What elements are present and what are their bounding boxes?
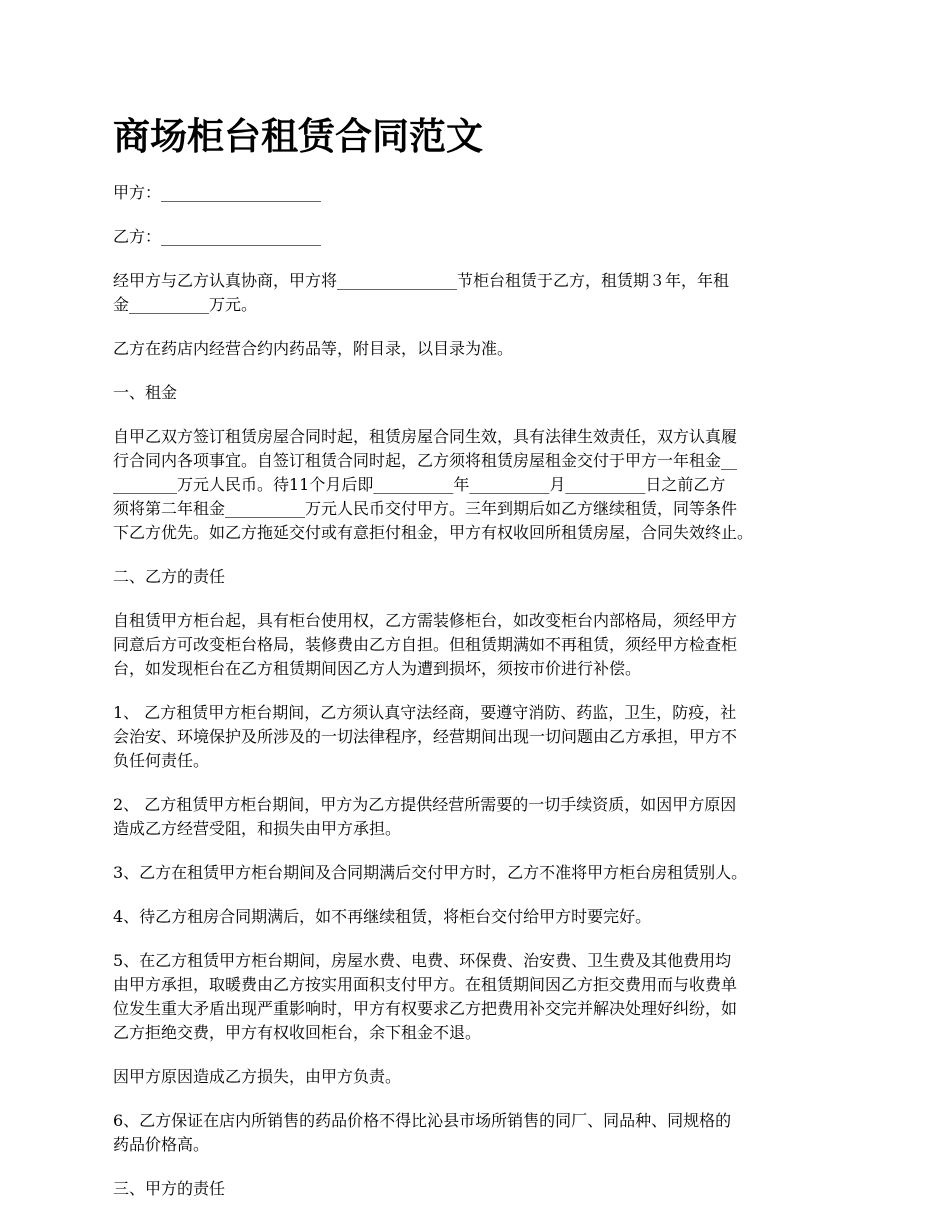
- paragraph-line: 乙方：____________________: [113, 227, 322, 246]
- paragraph: [113, 949, 853, 1045]
- paragraph: [113, 701, 853, 773]
- paragraph-line: 自甲乙双方签订租赁房屋合同时起，租赁房屋合同生效，具有法律生效责任，双方认真履: [113, 427, 738, 446]
- paragraph-line: 乙方拒绝交费，甲方有权收回柜台，余下租金不退。: [113, 1023, 482, 1042]
- paragraph-line: ________万元人民币。待11个月后即__________年__________月__________日之前乙方: [113, 475, 726, 494]
- paragraph-line: 4、待乙方租房合同期满后，如不再继续租赁，将柜台交付给甲方时要完好。: [113, 907, 652, 926]
- paragraph: [113, 337, 853, 361]
- paragraph: [113, 1177, 853, 1201]
- paragraph-line: 1、 乙方租赁甲方柜台期间，乙方须认真守法经商，要遵守消防、药监，卫生，防疫，社: [113, 703, 737, 722]
- paragraph-line: 三、甲方的责任: [113, 1179, 226, 1198]
- paragraph-line: 造成乙方经营受阻，和损失由甲方承担。: [113, 819, 402, 838]
- paragraph: [113, 905, 853, 929]
- paragraph-line: 5、在乙方租赁甲方柜台期间，房屋水费、电费、环保费、治安费、卫生费及其他费用均: [113, 951, 732, 970]
- paragraph-line: 须将第二年租金__________万元人民币交付甲方。三年到期后如乙方继续租赁，同等条件: [113, 499, 738, 518]
- paragraph-line: 下乙方优先。如乙方拖延交付或有意拒付租金，甲方有权收回所租赁房屋，合同失效终止。: [113, 523, 754, 542]
- paragraph: [113, 181, 853, 205]
- paragraph: [113, 425, 853, 545]
- paragraph: [113, 1109, 853, 1157]
- document-title: 商场柜台租赁合同范文: [113, 114, 483, 158]
- paragraph-line: 2、 乙方租赁甲方柜台期间，甲方为乙方提供经营所需要的一切手续资质，如因甲方原因: [113, 795, 737, 814]
- paragraph-line: 一、租金: [113, 383, 178, 402]
- paragraph-line: 自租赁甲方柜台起，具有柜台使用权，乙方需装修柜台，如改变柜台内部格局，须经甲方: [113, 611, 738, 630]
- paragraph-line: 位发生重大矛盾出现严重影响时，甲方有权要求乙方把费用补交完并解决处理好纠纷，如: [113, 999, 738, 1018]
- paragraph-line: 6、乙方保证在店内所销售的药品价格不得比沁县市场所销售的同厂、同品种、同规格的: [113, 1111, 732, 1130]
- paragraph-line: 负任何责任。: [113, 751, 210, 770]
- paragraph: [113, 861, 853, 885]
- paragraph: [113, 381, 853, 405]
- paragraph-line: 二、乙方的责任: [113, 567, 226, 586]
- paragraph-line: 台，如发现柜台在乙方租赁期间因乙方人为遭到损坏，须按市价进行补偿。: [113, 659, 642, 678]
- paragraph-line: 3、乙方在租赁甲方柜台期间及合同期满后交付甲方时，乙方不准将甲方柜台房租赁别人。: [113, 863, 748, 882]
- paragraph-line: 金__________万元。: [113, 295, 258, 314]
- paragraph-line: 会治安、环境保护及所涉及的一切法律程序，经营期间出现一切问题由乙方承担，甲方不: [113, 727, 738, 746]
- paragraph: [113, 225, 853, 249]
- paragraph: [113, 609, 853, 681]
- paragraph: [113, 1065, 853, 1089]
- paragraph-line: 乙方在药店内经营合约内药品等，附目录，以目录为准。: [113, 339, 514, 358]
- paragraph: [113, 565, 853, 589]
- document-body: [113, 181, 853, 1221]
- paragraph: [113, 269, 853, 317]
- paragraph-line: 因甲方原因造成乙方损失，由甲方负责。: [113, 1067, 402, 1086]
- paragraph-line: 行合同内各项事宜。自签订租赁合同时起，乙方须将租赁房屋租金交付于甲方一年租金__: [113, 451, 738, 470]
- paragraph-line: 同意后方可改变柜台格局，装修费由乙方自担。但租赁期满如不再租赁，须经甲方检查柜: [113, 635, 738, 654]
- paragraph-line: 经甲方与乙方认真协商，甲方将_______________节柜台租赁于乙方，租赁期３年，年租: [113, 271, 730, 290]
- paragraph-line: 甲方：____________________: [113, 183, 322, 202]
- paragraph-line: 由甲方承担，取暖费由乙方按实用面积支付甲方。在租赁期间因乙方拒交费用而与收费单: [113, 975, 738, 994]
- paragraph: [113, 793, 853, 841]
- paragraph-line: 药品价格高。: [113, 1135, 210, 1154]
